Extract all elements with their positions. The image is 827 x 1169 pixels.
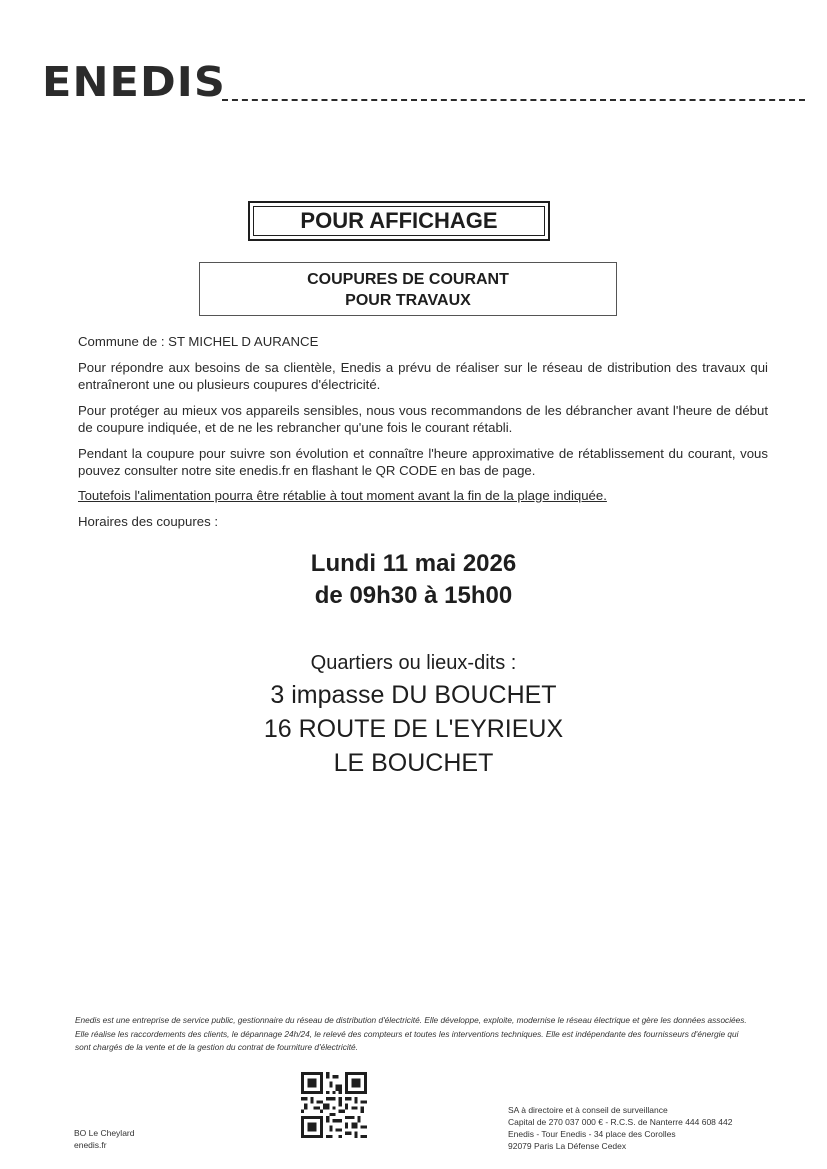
footer-legal-line: Capital de 270 037 000 € - R.C.S. de Nanterre 444 608 442	[508, 1117, 733, 1127]
footer-left-block	[74, 1127, 134, 1151]
locations-block	[0, 650, 827, 780]
location-item: 16 ROUTE DE L'EYRIEUX	[263, 715, 564, 743]
schedule-time-range: de 09h30 à 15h00	[314, 582, 513, 609]
coupures-line-2: POUR TRAVAUX	[345, 292, 471, 309]
header-rule	[222, 99, 805, 101]
footer-legal-line: SA à directoire et à conseil de surveillance	[508, 1105, 668, 1115]
enedis-logo-text: ENEDIS	[42, 58, 226, 106]
location-item: 3 impasse DU BOUCHET	[270, 681, 557, 709]
locations-title: Quartiers ou lieux-dits :	[310, 652, 517, 674]
commune-line: Commune de : ST MICHEL D AURANCE	[78, 334, 319, 349]
footer-website[interactable]: enedis.fr	[74, 1140, 107, 1150]
footer-legal-line: 92079 Paris La Défense Cedex	[508, 1141, 627, 1151]
paragraph-besoins: Pour répondre aux besoins de sa clientèle, Enedis a prévu de réaliser sur le réseau de distribution des travaux qui entraîneront une ou plusieurs coupures d'électricité.	[78, 360, 768, 392]
pour-affichage-label: POUR AFFICHAGE	[300, 208, 498, 233]
pour-affichage-box	[248, 201, 550, 241]
paragraph-evolution: Pendant la coupure pour suivre son évolution et connaître l'heure approximative de rétablissement du courant, vous pouvez consulter notre site enedis.fr en flashant le QR CODE en bas de page.	[78, 446, 768, 478]
location-item: LE BOUCHET	[333, 749, 494, 777]
horaires-label: Horaires des coupures :	[78, 514, 219, 529]
footer-office: BO Le Cheylard	[74, 1128, 135, 1138]
footer-legal-block	[508, 1104, 732, 1152]
schedule-date: Lundi 11 mai 2026	[310, 550, 517, 577]
paragraph-appareils: Pour protéger au mieux vos appareils sensibles, nous vous recommandons de les débrancher avant l'heure de début de coupure indiquée, et de ne les rebrancher qu'une fois le courant rétabli.	[78, 403, 768, 435]
coupures-line-1: COUPURES DE COURANT	[307, 271, 509, 288]
footer-disclaimer: Enedis est une entreprise de service public, gestionnaire du réseau de distribution d'électricité. Elle développe, exploite, modernise le réseau électrique et gère les données associées. Elle réalise les raccordements des clients, le dépannage 24h/24, le relevé des compteurs et toutes les interventions techniques. Elle est indépendante des fournisseurs d'énergie qui sont chargés de la vente et de la gestion du contrat de fourniture d'électricité.	[75, 1015, 747, 1052]
footer-legal-line: Enedis - Tour Enedis - 34 place des Corolles	[508, 1129, 676, 1139]
warning-line: Toutefois l'alimentation pourra être rétablie à tout moment avant la fin de la plage indiquée.	[78, 488, 607, 503]
enedis-logo	[42, 58, 226, 106]
schedule-block	[0, 548, 827, 612]
qr-code-icon[interactable]	[301, 1072, 367, 1138]
coupures-box	[199, 262, 617, 316]
